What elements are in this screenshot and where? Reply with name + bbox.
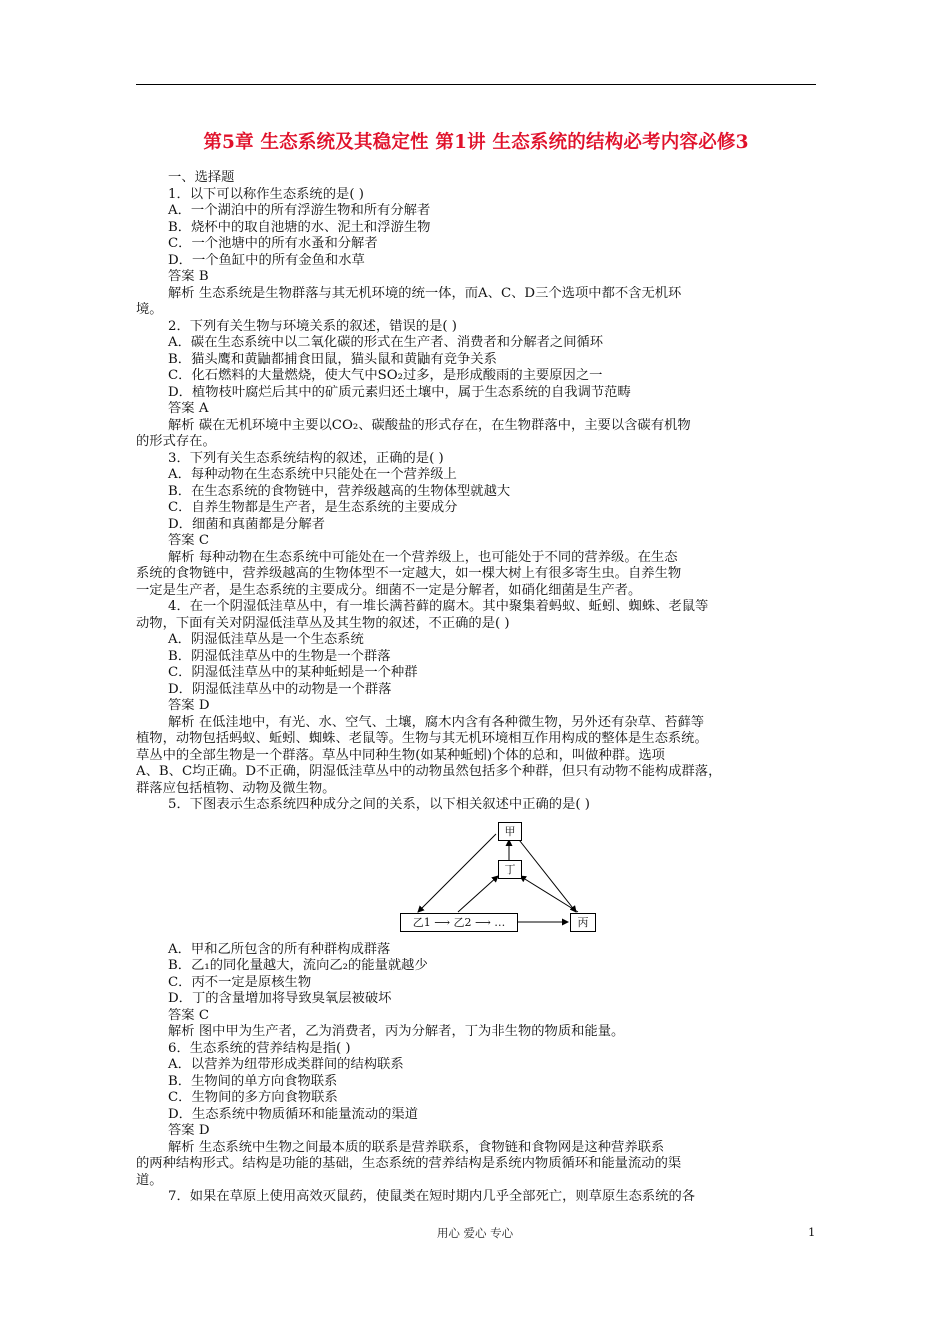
q4-answer: 答案 D	[168, 698, 210, 713]
q4-stem: 4．在一个阴湿低洼草丛中，有一堆长满苔藓的腐木。其中聚集着蚂蚁、蚯蚓、蜘蛛、老鼠等	[168, 599, 709, 614]
q4-explanation-cont: 群落应包括植物、动物及微生物。	[136, 780, 336, 796]
q6-option-a: A．以营养为纽带形成类群间的结构联系	[168, 1057, 404, 1072]
q6-option-c: C．生物间的多方向食物联系	[168, 1090, 338, 1105]
q2-option-d: D．植物枝叶腐烂后其中的矿质元素归还土壤中，属于生态系统的自我调节范畴	[168, 384, 631, 400]
arrow-bing-to-ding	[520, 876, 578, 912]
q6-explanation-cont: 道。	[136, 1172, 163, 1188]
q3-stem: 3．下列有关生态系统结构的叙述，正确的是( )	[168, 450, 444, 466]
q4-explanation: 解析 在低洼地中，有光、水、空气、土壤，腐木内含有各种微生物，另外还有杂草、苔藓等	[168, 714, 705, 730]
section-heading: 一、选择题	[168, 170, 235, 185]
q1-stem: 1．以下可以称作生态系统的是( )	[168, 186, 364, 202]
q3-explanation-cont: 系统的食物链中，营养级越高的生物体型不一定越大，如一棵大树上有很多寄生虫。自养生物	[136, 566, 682, 581]
q1-option-b: B．烧杯中的取自池塘的水、泥土和浮游生物	[168, 219, 431, 235]
q4-option-a: A．阴湿低洼草丛是一个生态系统	[168, 632, 364, 647]
q7-stem: 7．如果在草原上使用高效灭鼠药，使鼠类在短时期内几乎全部死亡，则草原生态系统的各	[168, 1189, 696, 1204]
q1-option-c: C．一个池塘中的所有水蚤和分解者	[168, 236, 378, 251]
q6-option-d: D．生态系统中物质循环和能量流动的渠道	[168, 1106, 419, 1122]
q3-option-d: D．细菌和真菌都是分解者	[168, 516, 325, 532]
q4-option-c: C．阴湿低洼草丛中的某种蚯蚓是一个种群	[168, 665, 418, 680]
q3-option-b: B．在生态系统的食物链中，营养级越高的生物体型就越大	[168, 483, 511, 499]
q2-explanation-cont: 的形式存在。	[136, 434, 216, 449]
q2-answer: 答案 A	[168, 401, 209, 416]
q5-answer: 答案 C	[168, 1007, 209, 1023]
q2-option-c: C．化石燃料的大量燃烧，使大气中SO₂过多，是形成酸雨的主要原因之一	[168, 368, 603, 383]
node-ding: 丁	[498, 860, 522, 879]
q5-option-c: C．丙不一定是原核生物	[168, 974, 312, 990]
q2-option-a: A．碳在生态系统中以二氧化碳的形式在生产者、消费者和分解者之间循环	[168, 335, 604, 350]
q5-option-d: D．丁的含量增加将导致臭氧层被破坏	[168, 991, 392, 1006]
q4-stem-cont: 动物，下面有关对阴湿低洼草丛及其生物的叙述，不正确的是( )	[136, 615, 510, 631]
node-yi-chain: 乙1 ⟶ 乙2 ⟶ …	[400, 913, 518, 932]
q4-explanation-cont: 草丛中的全部生物是一个群落。草丛中同种生物(如某种蚯蚓)个体的总和，叫做种群。选项	[136, 747, 665, 763]
header-rule	[136, 84, 816, 85]
q3-answer: 答案 C	[168, 533, 209, 548]
q5-option-a: A．甲和乙所包含的所有种群构成群落	[168, 941, 391, 957]
q5-option-b: B．乙₁的同化量越大，流向乙₂的能量就越少	[168, 958, 428, 973]
page-title: 第5章 生态系统及其稳定性 第1讲 生态系统的结构必考内容必修3	[203, 132, 749, 153]
arrow-jia-to-bing	[516, 836, 576, 912]
q4-option-d: D．阴湿低洼草丛中的动物是一个群落	[168, 681, 392, 697]
q3-explanation: 解析 每种动物在生态系统中可能处在一个营养级上，也可能处于不同的营养级。在生态	[168, 549, 678, 565]
q1-explanation: 解析 生态系统是生物群落与其无机环境的统一体，而A、C、D三个选项中都不含无机环	[168, 285, 682, 301]
q4-explanation-cont: 植物，动物包括蚂蚁、蚯蚓、蜘蛛、老鼠等。生物与其无机环境相互作用构成的整体是生态系统。	[136, 731, 708, 746]
q2-explanation: 解析 碳在无机环境中主要以CO₂、碳酸盐的形式存在，在生物群落中，主要以含碳有机物	[168, 417, 691, 433]
page-number: 1	[808, 1225, 816, 1239]
q6-option-b: B．生物间的单方向食物联系	[168, 1073, 338, 1089]
node-bing: 丙	[570, 913, 596, 932]
page-footer: 用心 爱心 专心	[436, 1226, 514, 1240]
q3-option-c: C．自养生物都是生产者，是生态系统的主要成分	[168, 500, 458, 515]
q4-option-b: B．阴湿低洼草丛中的生物是一个群落	[168, 648, 391, 664]
q5-stem: 5．下图表示生态系统四种成分之间的关系，以下相关叙述中正确的是( )	[168, 797, 590, 812]
q1-option-d: D．一个鱼缸中的所有金鱼和水草	[168, 252, 365, 268]
arrow-yi-to-ding	[458, 876, 498, 912]
q1-answer: 答案 B	[168, 269, 209, 284]
q1-option-a: A．一个湖泊中的所有浮游生物和所有分解者	[168, 203, 431, 218]
arrow-jia-to-yi	[418, 834, 496, 912]
q2-stem: 2．下列有关生物与环境关系的叙述，错误的是( )	[168, 318, 457, 334]
q5-explanation: 解析 图中甲为生产者，乙为消费者，丙为分解者，丁为非生物的物质和能量。	[168, 1024, 625, 1039]
q4-explanation-cont: A、B、C均正确。D不正确，阴湿低洼草丛中的动物虽然包括多个种群，但只有动物不能构成群落，	[136, 764, 722, 779]
q2-option-b: B．猫头鹰和黄鼬都捕食田鼠，猫头鼠和黄鼬有竞争关系	[168, 351, 497, 367]
q1-explanation-cont: 境。	[136, 302, 163, 317]
q3-explanation-cont: 一定是生产者，是生态系统的主要成分。细菌不一定是分解者，如硝化细菌是生产者。	[136, 582, 642, 598]
node-jia: 甲	[498, 822, 522, 841]
document-body	[136, 170, 816, 1206]
q6-explanation-cont: 的两种结构形式。结构是功能的基础，生态系统的营养结构是系统内物质循环和能量流动的渠	[136, 1156, 682, 1171]
q6-stem: 6．生态系统的营养结构是指( )	[168, 1040, 351, 1056]
q6-answer: 答案 D	[168, 1123, 210, 1138]
q3-option-a: A．每种动物在生态系统中只能处在一个营养级上	[168, 467, 457, 482]
q6-explanation: 解析 生态系统中生物之间最本质的联系是营养联系，食物链和食物网是这种营养联系	[168, 1139, 665, 1155]
ecosystem-diagram	[398, 820, 598, 938]
